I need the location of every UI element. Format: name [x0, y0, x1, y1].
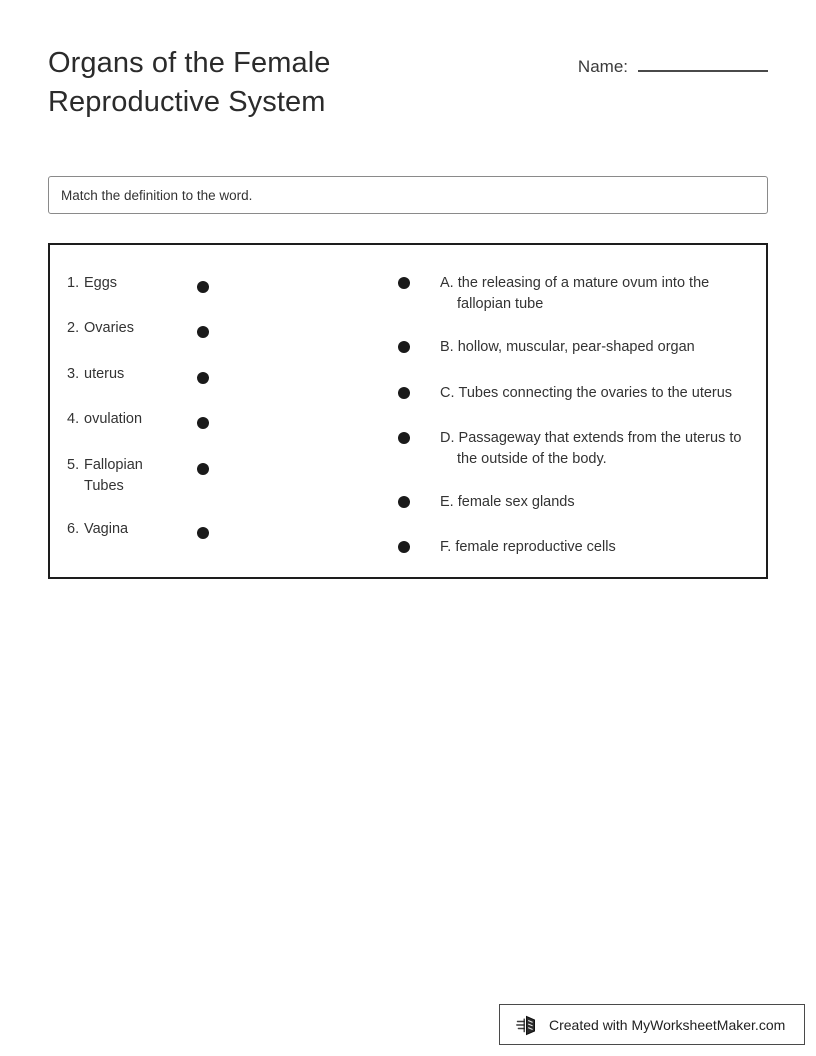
term-text-1: Eggs [84, 275, 118, 291]
term-item-5[interactable] [67, 455, 367, 497]
definition-connector-dot-c[interactable] [398, 387, 410, 399]
definition-text-b: hollow, muscular, pear-shaped organ [457, 339, 695, 355]
definitions-column [390, 245, 766, 577]
term-connector-dot-2[interactable] [197, 326, 209, 338]
definition-item-f[interactable] [398, 537, 756, 558]
definition-label-d [440, 428, 756, 470]
term-number-3: 3. [67, 366, 80, 382]
page-title-line-2: Reproductive System [48, 86, 326, 118]
created-with-badge-text: Created with MyWorksheetMaker.com [549, 1016, 786, 1033]
matching-columns [50, 245, 766, 577]
term-label-2 [67, 318, 367, 339]
definition-label-e [440, 492, 756, 513]
definition-item-e[interactable] [398, 492, 756, 513]
page-title [48, 44, 468, 122]
definition-connector-dot-b[interactable] [398, 341, 410, 353]
definition-letter-a: A. [440, 275, 454, 291]
term-number-4: 4. [67, 411, 80, 427]
definition-text-a: the releasing of a mature ovum into the fallopian tube [457, 275, 710, 312]
term-text-2: Ovaries [84, 320, 134, 336]
definition-label-f [440, 537, 756, 558]
term-item-2[interactable] [67, 318, 367, 339]
term-item-4[interactable] [67, 409, 367, 430]
term-label-1 [67, 273, 367, 294]
definition-connector-dot-e[interactable] [398, 496, 410, 508]
instruction-box [48, 176, 768, 214]
term-item-3[interactable] [67, 364, 367, 385]
term-item-1[interactable] [67, 273, 367, 294]
definition-connector-dot-f[interactable] [398, 541, 410, 553]
definition-text-c: Tubes connecting the ovaries to the uterus [458, 385, 733, 401]
definition-item-d[interactable] [398, 428, 756, 470]
term-text-3: uterus [84, 366, 125, 382]
term-label-3 [67, 364, 367, 385]
term-connector-dot-4[interactable] [197, 417, 209, 429]
term-number-1: 1. [67, 275, 80, 291]
definition-label-c [440, 383, 756, 404]
definition-text-d: Passageway that extends from the uterus to the outside of the body. [457, 430, 742, 467]
myworksheetmaker-logo-icon [516, 1014, 538, 1036]
term-connector-dot-3[interactable] [197, 372, 209, 384]
definition-item-c[interactable] [398, 383, 756, 404]
instruction-text: Match the definition to the word. [61, 187, 253, 203]
name-label: Name: [577, 57, 628, 76]
definition-letter-b: B. [440, 339, 454, 355]
definition-letter-e: E. [440, 494, 454, 510]
term-connector-dot-5[interactable] [197, 463, 209, 475]
terms-column [50, 245, 390, 577]
worksheet-header [48, 44, 768, 140]
definition-label-a [440, 273, 756, 315]
definition-item-a[interactable] [398, 273, 756, 315]
definition-item-b[interactable] [398, 337, 756, 358]
term-number-2: 2. [67, 320, 80, 336]
term-text-5-line-2: Tubes [84, 478, 124, 494]
matching-exercise-box [48, 243, 768, 579]
term-number-6: 6. [67, 521, 80, 537]
term-label-4 [67, 409, 367, 430]
definition-connector-dot-d[interactable] [398, 432, 410, 444]
definition-label-b [440, 337, 756, 358]
term-connector-dot-6[interactable] [197, 527, 209, 539]
term-text-5: Fallopian [84, 457, 143, 473]
definition-letter-d: D. [440, 430, 455, 446]
term-number-5: 5. [67, 457, 80, 473]
term-label-6 [67, 519, 367, 540]
definition-connector-dot-a[interactable] [398, 277, 410, 289]
term-connector-dot-1[interactable] [197, 281, 209, 293]
name-input-line[interactable] [638, 56, 768, 72]
term-text-6: Vagina [84, 521, 129, 537]
definition-text-f: female reproductive cells [455, 539, 616, 555]
definition-letter-f: F. [440, 539, 452, 555]
term-item-6[interactable] [67, 519, 367, 540]
name-field[interactable] [578, 56, 768, 77]
created-with-badge[interactable] [499, 1004, 805, 1045]
term-text-4: ovulation [84, 411, 143, 427]
term-label-5 [67, 455, 367, 497]
definition-text-e: female sex glands [457, 494, 575, 510]
definition-letter-c: C. [440, 385, 455, 401]
page-title-line-1: Organs of the Female [48, 47, 331, 79]
